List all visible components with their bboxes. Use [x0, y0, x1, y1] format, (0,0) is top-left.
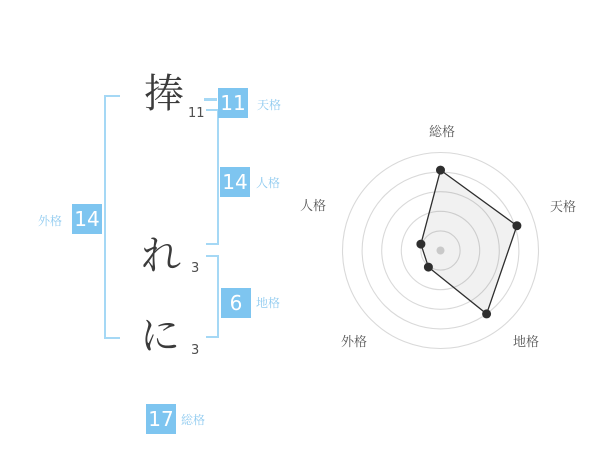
- gaikaku-label: 外格: [38, 214, 63, 228]
- radar-axis-label: 総格: [428, 125, 456, 140]
- chikaku-label: 地格: [256, 296, 281, 310]
- radar-axis-label: 外格: [340, 335, 368, 350]
- tenkaku-connector-line: [204, 98, 217, 101]
- chikaku-bracket: [206, 255, 219, 338]
- jinkaku-label: 人格: [256, 176, 281, 190]
- radar-axis-label: 地格: [512, 335, 540, 350]
- stroke-count-2: 3: [191, 261, 200, 276]
- name-character-2: れ: [141, 233, 181, 279]
- radar-axis-label: 人格: [300, 199, 327, 214]
- radar-data-point: [436, 166, 445, 175]
- radar-axis-label: 天格: [550, 200, 577, 215]
- jinkaku-bracket: [206, 109, 219, 245]
- tenkaku-value-badge: 11: [218, 88, 248, 118]
- radar-chart: [300, 100, 590, 370]
- name-character-1: 捧: [144, 71, 184, 117]
- stroke-count-3: 3: [191, 343, 200, 358]
- tenkaku-label: 天格: [257, 98, 282, 112]
- radar-data-point: [416, 240, 425, 249]
- name-character-3: に: [140, 313, 180, 359]
- radar-center-dot: [437, 247, 445, 255]
- gaikaku-bracket: [104, 95, 120, 339]
- radar-data-point: [512, 221, 521, 230]
- radar-data-point: [424, 263, 433, 272]
- stroke-count-1: 11: [188, 106, 205, 121]
- jinkaku-value-badge: 14: [220, 167, 250, 197]
- gaikaku-value-badge: 14: [72, 204, 102, 234]
- chikaku-value-badge: 6: [221, 288, 251, 318]
- soukaku-label: 総格: [181, 413, 206, 427]
- soukaku-value-badge: 17: [146, 404, 176, 434]
- radar-data-point: [482, 309, 491, 318]
- radar-data-polygon: [421, 170, 517, 314]
